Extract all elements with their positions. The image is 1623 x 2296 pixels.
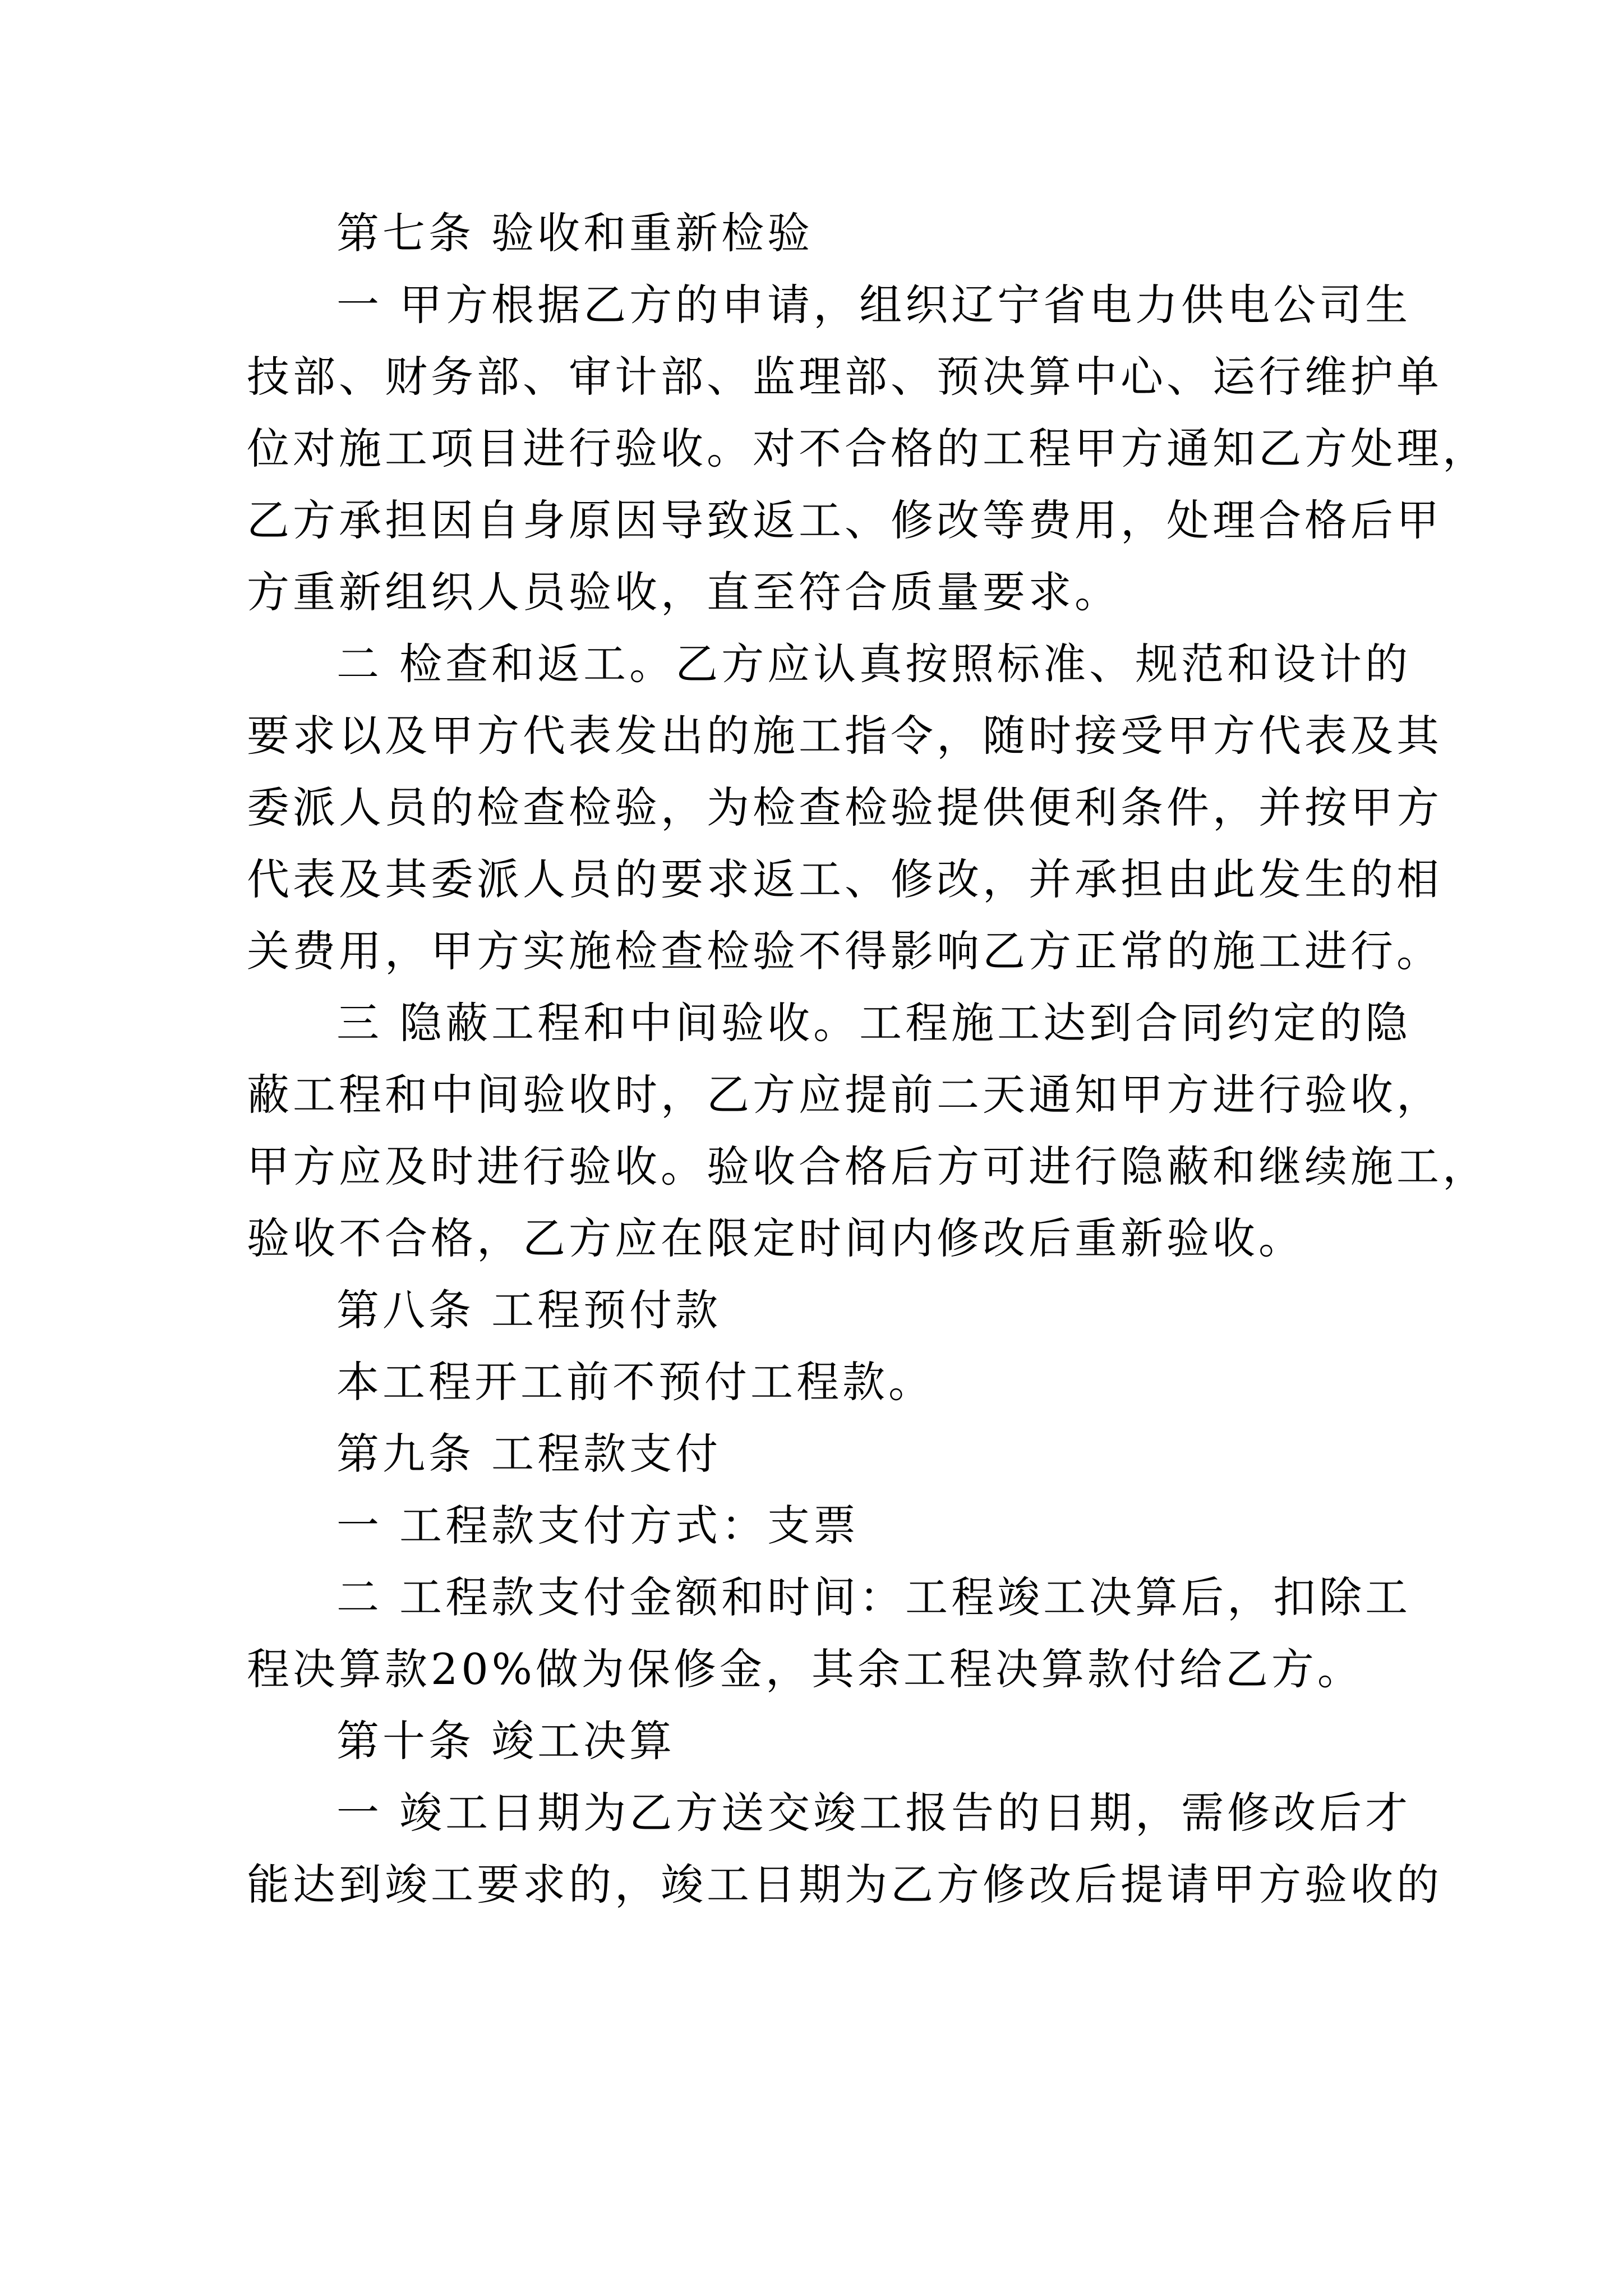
article-9-paragraph-1: 一 工程款支付方式：支票: [336, 1501, 860, 1550]
text-line: 方重新组织人员验收，直至符合质量要求。: [247, 567, 1121, 617]
text-line: 技部、财务部、审计部、监理部、预决算中心、运行维护单: [247, 352, 1442, 402]
text-line: 能达到竣工要求的，竣工日期为乙方修改后提请甲方验收的: [247, 1860, 1442, 1910]
text-line: 一 甲方根据乙方的申请，组织辽宁省电力供电公司生: [336, 280, 1412, 330]
text-line: 二 工程款支付金额和时间：工程竣工决算后，扣除工: [336, 1572, 1412, 1622]
text-line: 甲方应及时进行验收。验收合格后方可进行隐蔽和继续施工，: [247, 1142, 1488, 1191]
text-line: 乙方承担因自身原因导致返工、修改等费用，处理合格后甲: [247, 495, 1442, 545]
document-body: [247, 197, 1488, 1921]
text-line: 验收不合格，乙方应在限定时间内修改后重新验收。: [247, 1213, 1304, 1263]
article-7-heading: 第七条 验收和重新检验: [336, 208, 814, 258]
article-8-heading: 第八条 工程预付款: [336, 1285, 722, 1335]
text-line: 关费用，甲方实施检查检验不得影响乙方正常的施工进行。: [247, 926, 1442, 976]
article-7-paragraph-3: [247, 987, 1488, 1274]
article-7-paragraph-2: [247, 628, 1442, 987]
text-line: 蔽工程和中间验收时，乙方应提前二天通知甲方进行验收，: [247, 1070, 1442, 1120]
text-line: 二 检查和返工。乙方应认真按照标准、规范和设计的: [336, 639, 1412, 689]
article-8-paragraph-1: 本工程开工前不预付工程款。: [336, 1357, 934, 1407]
text-line: 三 隐蔽工程和中间验收。工程施工达到合同约定的隐: [336, 998, 1412, 1048]
text-line: 一 竣工日期为乙方送交竣工报告的日期，需修改后才: [336, 1788, 1412, 1838]
article-9-heading: 第九条 工程款支付: [336, 1429, 722, 1479]
text-line: 委派人员的检查检验，为检查检验提供便利条件，并按甲方: [247, 783, 1442, 832]
text-line: 代表及其委派人员的要求返工、修改，并承担由此发生的相: [247, 854, 1442, 904]
article-7-paragraph-1: [247, 269, 1488, 628]
article-10-heading: 第十条 竣工决算: [336, 1716, 676, 1766]
text-line: 位对施工项目进行验收。对不合格的工程甲方通知乙方处理，: [247, 424, 1488, 473]
text-line: 要求以及甲方代表发出的施工指令，随时接受甲方代表及其: [247, 711, 1442, 761]
article-9-paragraph-2: [247, 1562, 1412, 1705]
text-line: 程决算款20%做为保修金，其余工程决算款付给乙方。: [247, 1644, 1363, 1694]
article-10-paragraph-1: [247, 1777, 1442, 1921]
